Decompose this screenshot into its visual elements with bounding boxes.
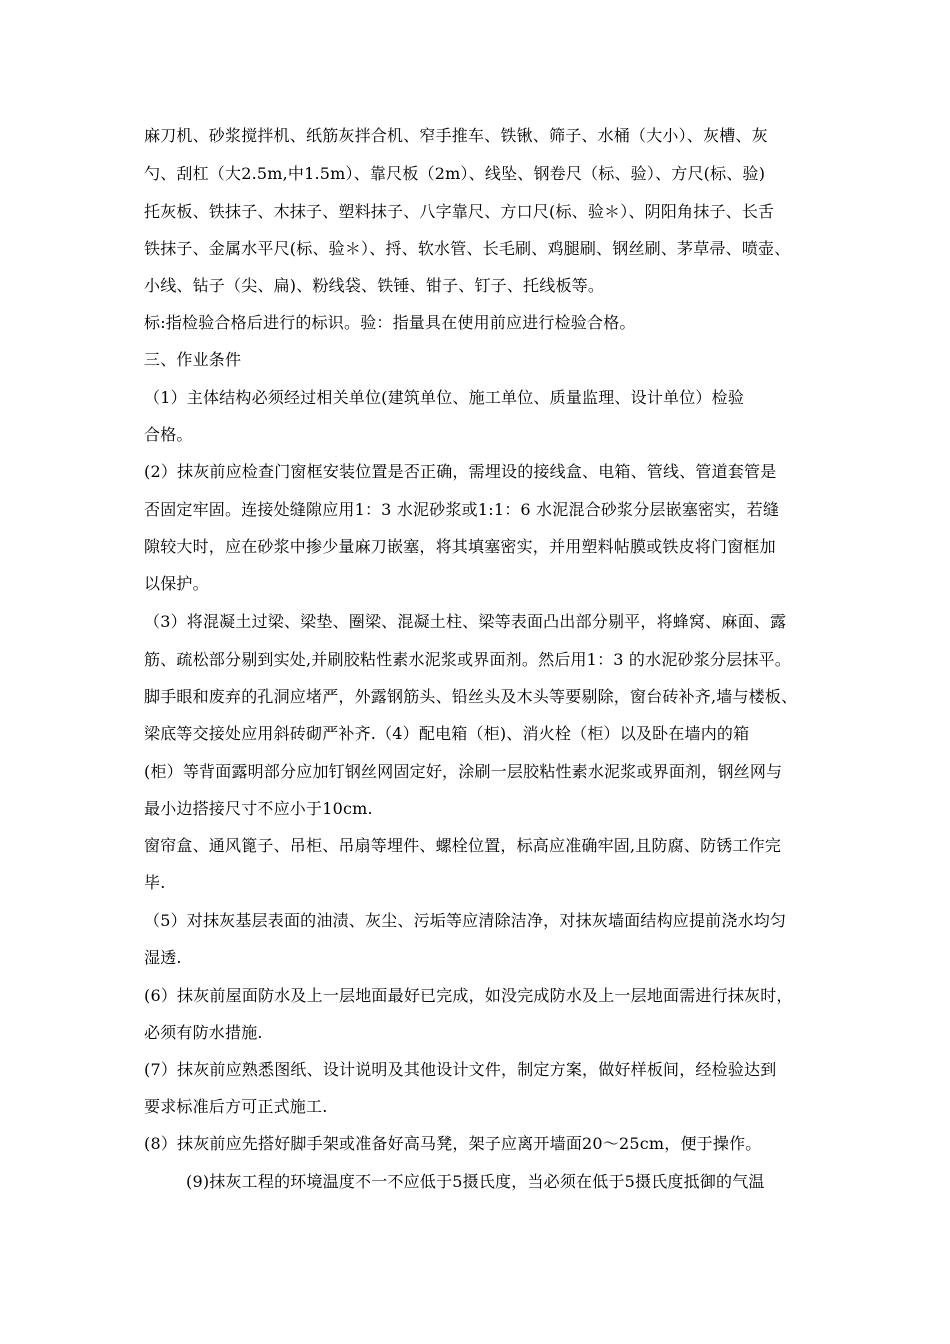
text-line: 麻刀机、砂浆搅拌机、纸筋灰拌合机、窄手推车、铁锹、筛子、水桶（大小）、灰槽、灰 [144, 126, 768, 145]
text-line: (7）抹灰前应熟悉图纸、设计说明及其他设计文件，制定方案，做好样板间，经检验达到 [144, 1060, 777, 1079]
text-line: 托灰板、铁抹子、木抹子、塑料抹子、八字靠尺、方口尺(标、验＊）、阴阳角抹子、长舌 [144, 202, 775, 221]
text-line: 最小边搭接尺寸不应小于10cm. [144, 799, 373, 818]
text-line: 必须有防水措施. [144, 1023, 263, 1042]
text-line: (2）抹灰前应检查门窗框安装位置是否正确，需埋设的接线盒、电箱、管线、管道套管是 [144, 462, 777, 481]
text-line: 窗帘盒、通风篦子、吊柜、吊扇等埋件、螺栓位置，标高应准确牢固,且防腐、防锈工作完 [144, 836, 782, 855]
text-line: (6）抹灰前屋面防水及上一层地面最好已完成，如没完成防水及上一层地面需进行抹灰时， [144, 986, 793, 1005]
text-line: 勺、刮杠（大2.5m,中1.5m）、靠尺板（2m）、线坠、钢卷尺（标、验）、方尺(标、验) [144, 164, 766, 183]
text-line: 毕. [144, 873, 166, 892]
text-line: (柜）等背面露明部分应加钉钢丝网固定好，涂刷一层胶粘性素水泥浆或界面剂，钢丝网与 [144, 762, 783, 781]
text-line: 标:指检验合格后进行的标识。验：指量具在使用前应进行检验合格。 [144, 313, 636, 332]
text-line: （1）主体结构必须经过相关单位(建筑单位、施工单位、质量监理、设计单位）检验 [144, 388, 745, 407]
text-line: （3）将混凝土过梁、梁垫、圈梁、混凝土柱、梁等表面凸出部分剔平，将蜂窝、麻面、露 [144, 612, 787, 631]
text-line: 筋、疏松部分剔到实处,并刷胶粘性素水泥浆或界面剂。然后用1：3 的水泥砂浆分层抹平。 [144, 650, 791, 669]
text-line: 铁抹子、金属水平尺(标、验＊）、捋、软水管、长毛刷、鸡腿刷、钢丝刷、茅草帚、喷壶、 [144, 239, 791, 258]
text-line: 否固定牢固。连接处缝隙应用1：3 水泥砂浆或1:1：6 水泥混合砂浆分层嵌塞密实，若缝 [144, 500, 780, 519]
section-heading: 三、作业条件 [144, 350, 242, 369]
text-line: 合格。 [144, 425, 193, 444]
text-line: 隙较大时，应在砂浆中掺少量麻刀嵌塞，将其填塞密实，并用塑料帖膜或铁皮将门窗框加 [144, 537, 776, 556]
text-line: (9)抹灰工程的环境温度不一不应低于5摄氏度，当必须在低于5摄氏度抵御的气温 [186, 1172, 765, 1191]
text-line: 脚手眼和废弃的孔洞应堵严，外露钢筋头、铅丝头及木头等要剔除，窗台砖补齐,墙与楼板、 [144, 687, 798, 706]
text-line: （5）对抹灰基层表面的油渍、灰尘、污垢等应清除洁净，对抹灰墙面结构应提前浇水均匀 [144, 911, 787, 930]
text-line: 小线、钻子（尖、扁)、粉线袋、铁锤、钳子、钉子、托线板等。 [144, 276, 605, 295]
text-line: (8）抹灰前应先搭好脚手架或准备好高马凳，架子应离开墙面20～25cm，便于操作。 [144, 1134, 762, 1153]
text-line: 以保护。 [144, 574, 209, 593]
text-line: 要求标准后方可正式施工. [144, 1097, 328, 1116]
text-line: 梁底等交接处应用斜砖砌严补齐.（4）配电箱（柜)、消火栓（柜）以及卧在墙内的箱 [144, 724, 750, 743]
text-line: 湿透. [144, 948, 182, 967]
